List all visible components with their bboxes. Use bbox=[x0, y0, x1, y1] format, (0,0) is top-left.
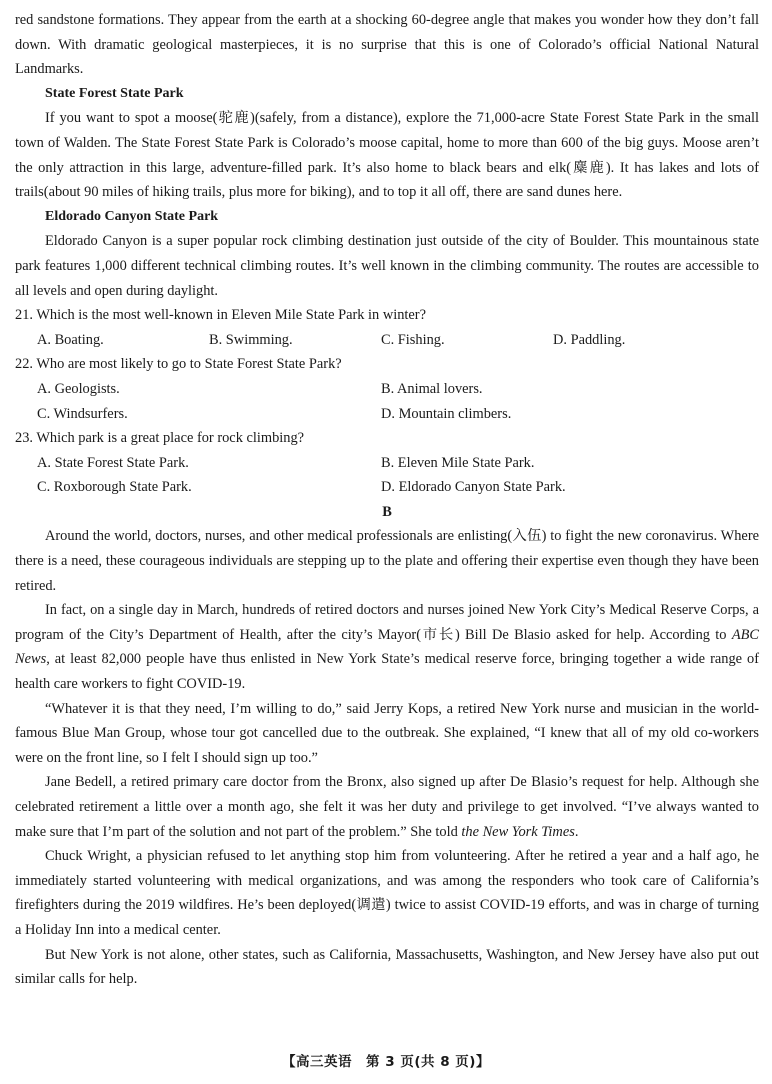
eldorado-paragraph: Eldorado Canyon is a super popular rock climbing destination just outside of the city of Boulder. This mountainous state park features 1,000 different technical climbing routes. It’s well known in the climbing community. The routes are accessible to all levels and open during daylight. bbox=[15, 233, 759, 299]
q23-option-c[interactable]: C. Roxborough State Park. bbox=[37, 479, 192, 496]
q21-option-c[interactable]: C. Fishing. bbox=[381, 331, 445, 348]
q21-option-a[interactable]: A. Boating. bbox=[37, 331, 104, 348]
p4-text-a: Jane Bedell, a retired primary care doctor from the Bronx, also signed up after De Blasio’s request for help. Although she celebrated retirement a little over a month ago, she felt it was her duty and privilege to get involved. “I’ve always wanted to make sure that I’m part of the solution and not part of the problem.” She told bbox=[15, 774, 759, 840]
section-b-label: B bbox=[382, 503, 392, 520]
q22-option-b[interactable]: B. Animal lovers. bbox=[381, 380, 483, 397]
p4-text-b: . bbox=[574, 823, 579, 840]
page-footer: 【高三英语 第 3 页(共 8 页)】 bbox=[282, 1054, 490, 1070]
q21-option-d[interactable]: D. Paddling. bbox=[553, 331, 626, 348]
section-b-paragraph-4 bbox=[15, 770, 759, 844]
q22-option-c[interactable]: C. Windsurfers. bbox=[37, 405, 128, 422]
eldorado-heading: Eldorado Canyon State Park bbox=[45, 208, 219, 224]
section-b-paragraph-6: But New York is not alone, other states, such as California, Massachusetts, Washington, and New Jersey have also put out similar calls for help. bbox=[15, 946, 759, 988]
q22-option-a[interactable]: A. Geologists. bbox=[37, 380, 120, 397]
q23-option-d[interactable]: D. Eldorado Canyon State Park. bbox=[381, 479, 566, 496]
question-22-stem: 22. Who are most likely to go to State Forest State Park? bbox=[15, 356, 342, 373]
state-forest-paragraph: If you want to spot a moose(驼鹿)(safely, from a distance), explore the 71,000-acre State Forest State Park in the small town of Walden. The State Forest State Park is Colorado’s moose capital, home to more than 600 of the big guys. Moose aren’t the only attraction in this large, adventure-filled park. It’s also home to black bears and elk(麋鹿). It has lakes and lots of trails(about 90 miles of hiking trails, plus more for biking), and to top it all off, there are sand dunes here. bbox=[15, 110, 759, 201]
section-b-paragraph-3: “Whatever it is that they need, I’m willing to do,” said Jerry Kops, a retired New York nurse and musician in the world-famous Blue Man Group, whose tour got cancelled due to the outbreak. She explained, “I knew that all of my old co-workers were on the front line, so I felt I should sign up too.” bbox=[15, 700, 759, 766]
q23-option-b[interactable]: B. Eleven Mile State Park. bbox=[381, 454, 535, 471]
p2-source-abc-news: ABC News bbox=[15, 626, 759, 668]
section-b-paragraph-2 bbox=[15, 598, 759, 696]
question-22-options-row2 bbox=[15, 402, 759, 427]
intro-paragraph: red sandstone formations. They appear from the earth at a shocking 60-degree angle that makes you wonder how they don’t fall down. With dramatic geological masterpieces, it is no surprise that this is one of Colorado’s official National Natural Landmarks. bbox=[15, 12, 759, 78]
state-forest-heading: State Forest State Park bbox=[45, 85, 184, 101]
question-21-stem: 21. Which is the most well-known in Eleven Mile State Park in winter? bbox=[15, 307, 426, 324]
section-b-paragraph-5: Chuck Wright, a physician refused to let anything stop him from volunteering. After he retired a year and a half ago, he immediately started volunteering with medical organizations, and was among the responders who took care of California’s firefighters during the 2019 wildfires. He’s been deployed(调遣) twice to assist COVID-19 efforts, and was in charge of turning a Holiday Inn into a medical center. bbox=[15, 848, 759, 938]
p2-text-b: , at least 82,000 people have thus enlisted in New York State’s medical reserve force, bringing together a wide range of health care workers to fight COVID-19. bbox=[15, 651, 759, 693]
question-23-stem: 23. Which park is a great place for rock climbing? bbox=[15, 430, 305, 447]
q21-option-b[interactable]: B. Swimming. bbox=[209, 331, 293, 348]
q22-option-d[interactable]: D. Mountain climbers. bbox=[381, 405, 512, 422]
p2-text-a: In fact, on a single day in March, hundreds of retired doctors and nurses joined New York City’s Medical Reserve Corps, a program of the City’s Department of Health, after the city’s Mayor(市长) Bill De Blasio asked for help. According to bbox=[15, 602, 759, 643]
page-content bbox=[15, 8, 759, 992]
q23-option-a[interactable]: A. State Forest State Park. bbox=[37, 454, 189, 471]
section-b-paragraph-1: Around the world, doctors, nurses, and other medical professionals are enlisting(入伍) to fight the new coronavirus. Where there is a need, these courageous individuals are stepping up to the plate and offering their expertise even though they have been retired. bbox=[15, 528, 759, 594]
question-23-options-row2 bbox=[15, 475, 759, 500]
question-22-options-row1 bbox=[15, 377, 759, 402]
question-21-options bbox=[15, 328, 759, 353]
question-23-options-row1 bbox=[15, 451, 759, 476]
p4-source-nyt: the New York Times bbox=[461, 823, 575, 840]
